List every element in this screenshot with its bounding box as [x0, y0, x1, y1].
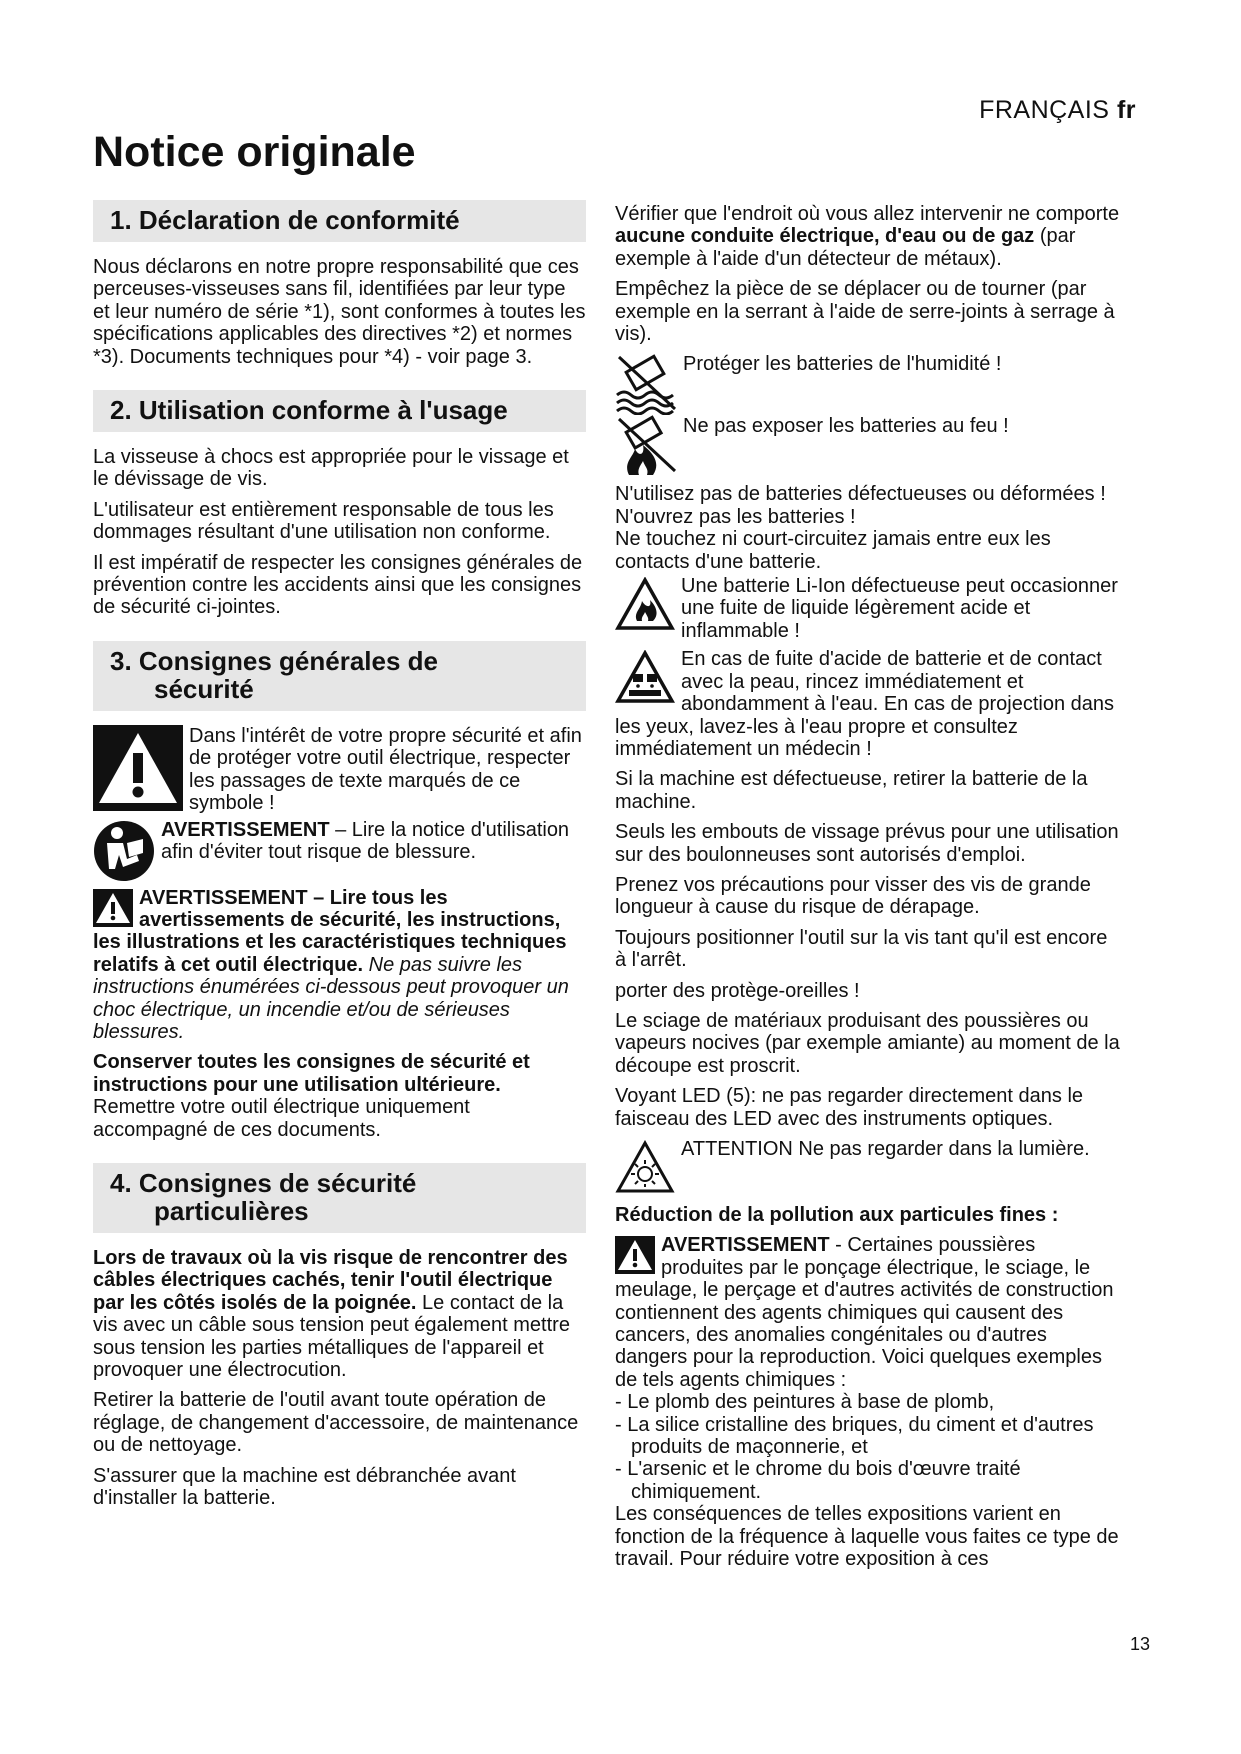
defective-batteries-text: N'utilisez pas de batteries défectueuses ou déformées ! N'ouvrez pas les batteries ! Ne touchez ni court-circuitez jamais entre eux les contacts d'une batterie. [615, 483, 1106, 573]
intended-use-text: La visseuse à chocs est appropriée pour le vissage et le dévissage de vis. [93, 446, 569, 491]
section-heading-4: 4. Consignes de sécurité particulières [93, 1163, 586, 1233]
page-language: FRANÇAIS fr [979, 96, 1136, 124]
acid-leak-text: En cas de fuite d'acide de batterie et de contact avec la peau, rincez immédiatement et abondamment à l'eau. En cas de projection dans les yeux, lavez-les à l'eau propre et consultez immédiatement un médecin ! [615, 648, 1114, 760]
sawing-text: Le sciage de matériaux produisant des poussières ou vapeurs nocives (par exemple amiante) au moment de la découpe est proscrit. [615, 1009, 1120, 1077]
language-code: fr [1116, 96, 1136, 124]
keep-instructions: Conserver toutes les consignes de sécurité et instructions pour une utilisation ultérieure. Remettre votre outil électrique uniquement accompagné de ces documents. [93, 1051, 530, 1141]
list-item: - L'arsenic et le chrome du bois d'œuvre traité chimiquement. [615, 1458, 1021, 1503]
list-item: - La silice cristalline des briques, du ciment et d'autres produits de maçonnerie, et [615, 1413, 1094, 1459]
flammable-warning-icon [615, 577, 675, 631]
bits-text: Seuls les embouts de vissage prévus pour une utilisation sur des boulonneuses sont autorisés d'emploi. [615, 821, 1119, 866]
page-title: Notice originale [93, 128, 416, 176]
left-column [93, 200, 586, 1517]
fire-block: Ne pas exposer les batteries au feu ! [615, 415, 1120, 477]
warning-triangle-icon [93, 889, 133, 927]
light-warning-block: ATTENTION Ne pas regarder dans la lumière. [615, 1138, 1120, 1194]
read-manual-block: AVERTISSEMENT – Lire la notice d'utilisation afin d'éviter tout risque de blessure. [93, 819, 586, 883]
no-fire-icon [615, 415, 677, 477]
warning-triangle-icon [615, 1236, 655, 1274]
no-humidity-icon [615, 353, 677, 415]
read-manual-icon [93, 819, 155, 883]
warning-symbol-block: Dans l'intérêt de votre propre sécurité et afin de protéger votre outil électrique, respecter les passages de texte marqués de ce symbole ! [93, 725, 586, 815]
long-screws-text: Prenez vos précautions pour visser des vis de grande longueur à cause du risque de dérapage. [615, 873, 1091, 919]
unplugged-text: S'assurer que la machine est débranchée avant d'installer la batterie. [93, 1464, 516, 1510]
check-pipes-text: Vérifier que l'endroit où vous allez intervenir ne comporte aucune conduite électrique, d'eau ou de gaz (par exemple à l'aide d'un détecteur de métaux). [615, 203, 1120, 270]
clamp-workpiece-text: Empêchez la pièce de se déplacer ou de tourner (par exemple en la serrant à l'aide de serre-joints à serrage à vis). [615, 278, 1115, 346]
warning-triangle-icon [93, 725, 183, 811]
light-warning-icon [615, 1140, 675, 1194]
section-heading-1: 1. Déclaration de conformité [93, 200, 586, 242]
chemical-agents-list [615, 1391, 1120, 1503]
right-column [615, 203, 1120, 1579]
list-item: - Le plomb des peintures à base de plomb, [615, 1391, 995, 1414]
led-text: Voyant LED (5): ne pas regarder directement dans le faisceau des LED avec des instruments optiques. [615, 1085, 1084, 1130]
position-tool-text: Toujours positionner l'outil sur la vis tant qu'il est encore à l'arrêt. [615, 926, 1108, 972]
consequences-text: Les conséquences de telles expositions varient en fonction de la fréquence à laquelle vous faites ce type de travail. Pour réduire votre exposition à ces [615, 1503, 1119, 1571]
dust-warning-text: AVERTISSEMENT - Certaines poussières produites par le ponçage électrique, le sciage, le meulage, le perçage et d'autres activités de construction contiennent des agents chimiques qui causent des cancers, des anomalies congénitales ou d'autres dangers pour la reproduction. Voici quelques exemples de tels agents chimiques : [615, 1234, 1114, 1391]
machine-defect-text: Si la machine est défectueuse, retirer la batterie de la machine. [615, 768, 1088, 813]
humidity-block: Protéger les batteries de l'humidité ! [615, 353, 1120, 415]
hidden-cables-text: Lors de travaux où la vis risque de rencontrer des câbles électriques cachés, tenir l'outil électrique par les côtés isolés de la poignée. Le contact de la vis avec un câble sous tension peut également mettre sous tension les parties métalliques de l'appareil et provoquer une électrocution. [93, 1246, 570, 1381]
ear-protection-text: porter des protège-oreilles ! [615, 979, 860, 1002]
fine-dust-heading: Réduction de la pollution aux particules fines : [615, 1204, 1059, 1226]
responsibility-text: L'utilisateur est entièrement responsable de tous les dommages résultant d'une utilisation non conforme. [93, 498, 554, 544]
section-heading-2: 2. Utilisation conforme à l'usage [93, 390, 586, 432]
liion-block: Une batterie Li-Ion défectueuse peut occasionner une fuite de liquide légèrement acide et inflammable ! [615, 575, 1120, 642]
remove-battery-text: Retirer la batterie de l'outil avant toute opération de réglage, de changement d'accessoire, de maintenance ou de nettoyage. [93, 1389, 579, 1457]
conformity-text: Nous déclarons en notre propre responsabilité que ces perceuses-visseuses sans fil, identifiées par leur type et leur numéro de série *1), sont conformes à toutes les spécifications applicables des directives *2) et normes *3). Documents techniques pour *4) - voir page 3. [93, 256, 586, 368]
section-heading-3: 3. Consignes générales de sécurité [93, 641, 586, 711]
read-all-warnings: AVERTISSEMENT – Lire tous les avertissements de sécurité, les instructions, les illustrations et les caractéristiques techniques relatifs à cet outil électrique. Ne pas suivre les instructions énumérées ci-dessous peut provoquer un choc électrique, un incendie et/ou de sérieuses blessures. [93, 886, 569, 1043]
accident-prevention-text: Il est impératif de respecter les consignes générales de prévention contre les accidents ainsi que les consignes de sécurité ci-jointes. [93, 551, 583, 619]
page-number: 13 [1129, 1634, 1150, 1654]
corrosive-warning-icon [615, 650, 675, 704]
